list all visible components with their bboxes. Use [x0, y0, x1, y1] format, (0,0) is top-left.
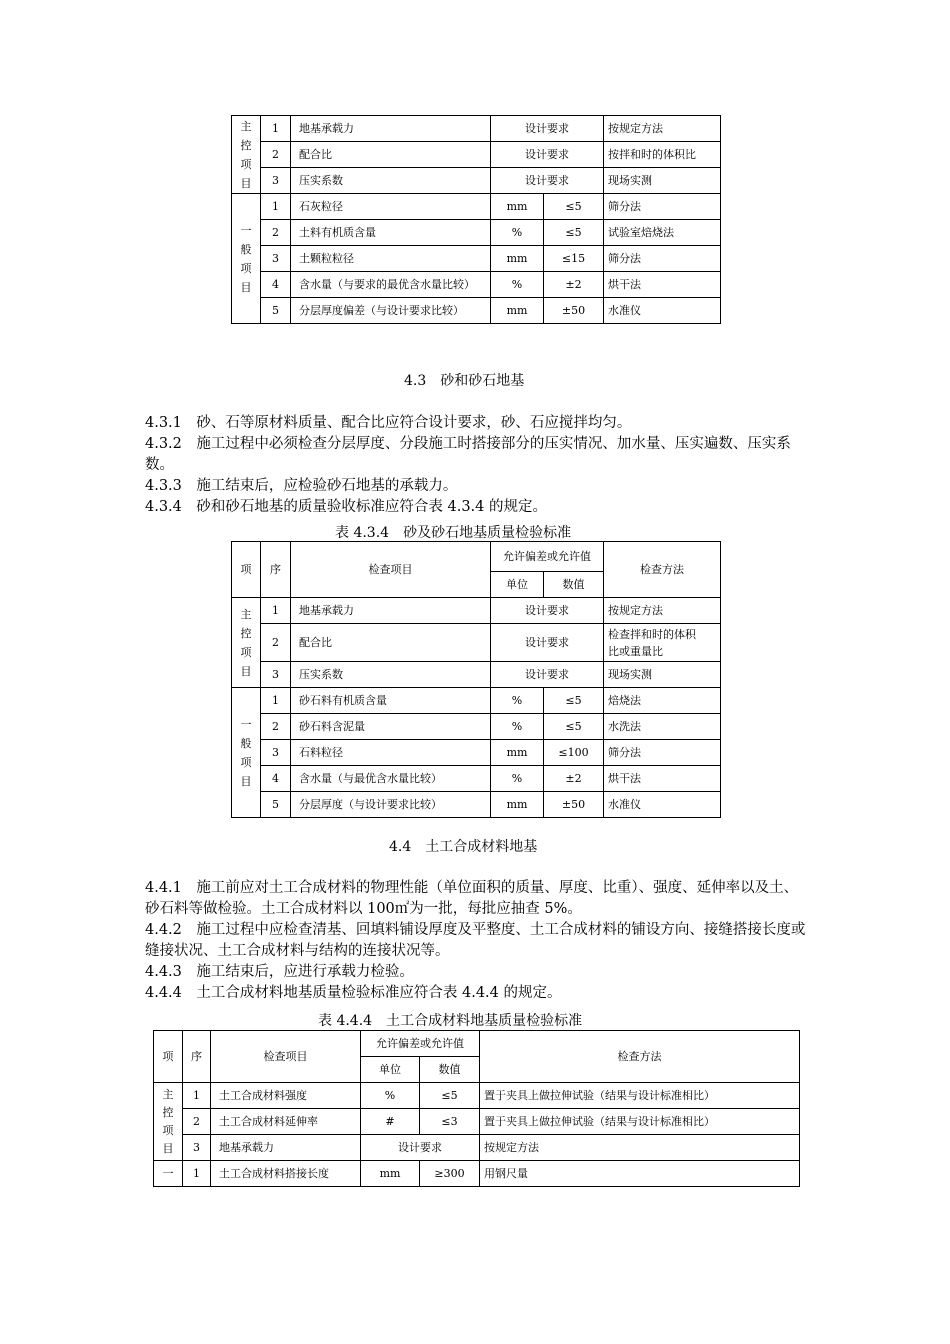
header-check-method: 检查方法: [604, 542, 721, 598]
unit: mm: [491, 298, 544, 324]
value: ≤15: [544, 246, 604, 272]
check-item: 砂石料有机质含量: [291, 688, 491, 714]
row-number: 3: [261, 662, 291, 688]
unit: %: [491, 272, 544, 298]
tolerance-merged: 设计要求: [491, 624, 604, 662]
value: ≤3: [420, 1109, 480, 1135]
group-label-main-control: 主 控 项 目: [232, 598, 261, 688]
header-tolerance: 允许偏差或允许值: [361, 1031, 480, 1057]
check-item: 土工合成材料延伸率: [211, 1109, 361, 1135]
group-label-main-control: 主 控 项 目: [154, 1083, 183, 1161]
table-row: [232, 168, 721, 194]
table-4-4-4: [153, 1030, 800, 1187]
check-item: 含水量（与最优含水量比较）: [291, 766, 491, 792]
section-heading-4-3: 4.3 砂和砂石地基: [404, 373, 525, 389]
unit: %: [491, 714, 544, 740]
clause-4-3-3: 4.3.3 施工结束后，应检验砂石地基的承载力。: [145, 478, 458, 494]
row-number: 2: [261, 142, 291, 168]
header-number: 序: [183, 1031, 211, 1083]
row-number: 2: [261, 220, 291, 246]
check-item: 地基承载力: [291, 598, 491, 624]
check-method: 试验室焙烧法: [604, 220, 721, 246]
unit: mm: [491, 194, 544, 220]
check-method: 筛分法: [604, 246, 721, 272]
tolerance-merged: 设计要求: [491, 142, 604, 168]
value: ≥300: [420, 1161, 480, 1187]
tolerance-merged: 设计要求: [491, 116, 604, 142]
row-number: 2: [261, 624, 291, 662]
check-method: 水准仪: [604, 792, 721, 818]
table-row: [154, 1083, 800, 1109]
table-row: [232, 142, 721, 168]
row-number: 1: [261, 194, 291, 220]
header-value: 数值: [420, 1057, 480, 1083]
value: ≤5: [544, 688, 604, 714]
check-item: 土颗粒粒径: [291, 246, 491, 272]
row-number: 1: [183, 1083, 211, 1109]
section-4-3-body: [145, 413, 810, 518]
clause-4-3-2: 4.3.2 施工过程中必须检查分层厚度、分段施工时搭接部分的压实情况、加水量、压实遍数、压实系数。: [145, 436, 791, 473]
table-row: [232, 624, 721, 662]
value: ≤5: [544, 220, 604, 246]
row-number: 3: [261, 740, 291, 766]
unit: %: [361, 1083, 420, 1109]
row-number: 1: [261, 116, 291, 142]
section-4-4-body: [145, 878, 810, 1004]
table-row: [232, 116, 721, 142]
tolerance-merged: 设计要求: [491, 598, 604, 624]
table-row: [232, 598, 721, 624]
table-lime-soil-standard: [231, 115, 721, 324]
header-item-group: 项: [232, 542, 261, 598]
check-item: 分层厚度（与设计要求比较）: [291, 792, 491, 818]
header-tolerance: 允许偏差或允许值: [491, 542, 604, 572]
check-item: 分层厚度偏差（与设计要求比较）: [291, 298, 491, 324]
table-caption-4-4-4: 表 4.4.4 土工合成材料地基质量检验标准: [318, 1013, 583, 1029]
value: ≤5: [544, 194, 604, 220]
unit: %: [491, 688, 544, 714]
check-method: 水洗法: [604, 714, 721, 740]
table-row: [232, 740, 721, 766]
header-check-item: 检查项目: [291, 542, 491, 598]
check-method: 按规定方法: [604, 116, 721, 142]
section-heading-4-4: 4.4 土工合成材料地基: [389, 839, 538, 855]
table-row: [154, 1135, 800, 1161]
table-row: [232, 298, 721, 324]
check-item: 地基承载力: [291, 116, 491, 142]
table-row: [232, 194, 721, 220]
value: ±2: [544, 766, 604, 792]
row-number: 1: [261, 688, 291, 714]
tolerance-merged: 设计要求: [491, 168, 604, 194]
header-check-item: 检查项目: [211, 1031, 361, 1083]
table-row: [232, 792, 721, 818]
group-label-general: 一 般 项 目: [232, 688, 261, 818]
check-item: 土料有机质含量: [291, 220, 491, 246]
check-method: 筛分法: [604, 740, 721, 766]
header-unit: 单位: [361, 1057, 420, 1083]
header-check-method: 检查方法: [480, 1031, 800, 1083]
table-row: [154, 1109, 800, 1135]
value: ±50: [544, 792, 604, 818]
check-item: 石料粒径: [291, 740, 491, 766]
row-number: 2: [183, 1109, 211, 1135]
check-item: 压实系数: [291, 168, 491, 194]
unit: mm: [491, 740, 544, 766]
unit: %: [491, 220, 544, 246]
clause-4-4-4: 4.4.4 土工合成材料地基质量检验标准应符合表 4.4.4 的规定。: [145, 985, 562, 1001]
unit: #: [361, 1109, 420, 1135]
check-method: 按规定方法: [480, 1135, 800, 1161]
table-row: [232, 220, 721, 246]
unit: mm: [361, 1161, 420, 1187]
check-item: 砂石料含泥量: [291, 714, 491, 740]
group-label-general: 一: [154, 1161, 183, 1187]
check-method: 用钢尺量: [480, 1161, 800, 1187]
check-method: 焙烧法: [604, 688, 721, 714]
table-row: [232, 246, 721, 272]
table-row: [232, 766, 721, 792]
header-row: [154, 1031, 800, 1057]
row-number: 5: [261, 298, 291, 324]
row-number: 3: [261, 246, 291, 272]
clause-4-3-4: 4.3.4 砂和砂石地基的质量验收标准应符合表 4.3.4 的规定。: [145, 499, 548, 515]
row-number: 3: [261, 168, 291, 194]
table-4-3-4: [231, 541, 721, 818]
check-method: 按拌和时的体积比: [604, 142, 721, 168]
check-item: 土工合成材料搭接长度: [211, 1161, 361, 1187]
value: ±50: [544, 298, 604, 324]
check-item: 配合比: [291, 624, 491, 662]
check-method: 烘干法: [604, 766, 721, 792]
row-number: 4: [261, 272, 291, 298]
check-method: 现场实测: [604, 662, 721, 688]
header-unit: 单位: [491, 572, 544, 598]
value: ≤5: [420, 1083, 480, 1109]
check-method-line-1: 检查拌和时的体积: [608, 627, 696, 641]
check-item: 地基承载力: [211, 1135, 361, 1161]
check-method: 筛分法: [604, 194, 721, 220]
row-number: 4: [261, 766, 291, 792]
table-row: [232, 714, 721, 740]
value: ≤100: [544, 740, 604, 766]
header-row: [232, 542, 721, 572]
header-value: 数值: [544, 572, 604, 598]
clause-4-4-3: 4.4.3 施工结束后，应进行承载力检验。: [145, 964, 414, 980]
check-method: 现场实测: [604, 168, 721, 194]
row-number: 1: [183, 1161, 211, 1187]
check-method: 置于夹具上做拉伸试验（结果与设计标准相比）: [480, 1109, 800, 1135]
table-row: [232, 688, 721, 714]
clause-4-4-1: 4.4.1 施工前应对土工合成材料的物理性能（单位面积的质量、厚度、比重）、强度、延伸率以及土、砂石料等做检验。土工合成材料以 100㎡为一批，每批应抽查 5%。: [145, 880, 799, 917]
check-method: 烘干法: [604, 272, 721, 298]
value: ±2: [544, 272, 604, 298]
row-number: 2: [261, 714, 291, 740]
check-item: 压实系数: [291, 662, 491, 688]
row-number: 5: [261, 792, 291, 818]
clause-4-3-1: 4.3.1 砂、石等原材料质量、配合比应符合设计要求，砂、石应搅拌均匀。: [145, 415, 632, 431]
check-method: 水准仪: [604, 298, 721, 324]
check-method: 置于夹具上做拉伸试验（结果与设计标准相比）: [480, 1083, 800, 1109]
group-label-general: 一 般 项 目: [232, 194, 261, 324]
check-item: 配合比: [291, 142, 491, 168]
check-item: 石灰粒径: [291, 194, 491, 220]
check-method-line-2: 比或重量比: [608, 644, 663, 658]
check-item: 土工合成材料强度: [211, 1083, 361, 1109]
group-label-main-control: 主 控 项 目: [232, 116, 261, 194]
table-row: [232, 662, 721, 688]
check-item: 含水量（与要求的最优含水量比较）: [291, 272, 491, 298]
check-method: 按规定方法: [604, 598, 721, 624]
table-row: [232, 272, 721, 298]
tolerance-merged: 设计要求: [361, 1135, 480, 1161]
table-row: [154, 1161, 800, 1187]
value: ≤5: [544, 714, 604, 740]
unit: mm: [491, 792, 544, 818]
row-number: 3: [183, 1135, 211, 1161]
tolerance-merged: 设计要求: [491, 662, 604, 688]
unit: mm: [491, 246, 544, 272]
row-number: 1: [261, 598, 291, 624]
clause-4-4-2: 4.4.2 施工过程中应检查清基、回填料铺设厚度及平整度、土工合成材料的铺设方向、接缝搭接长度或缝接状况、土工合成材料与结构的连接状况等。: [145, 922, 806, 959]
table-caption-4-3-4: 表 4.3.4 砂及砂石地基质量检验标准: [335, 525, 572, 541]
header-number: 序: [261, 542, 291, 598]
header-item-group: 项: [154, 1031, 183, 1083]
check-method: [604, 624, 721, 662]
unit: %: [491, 766, 544, 792]
